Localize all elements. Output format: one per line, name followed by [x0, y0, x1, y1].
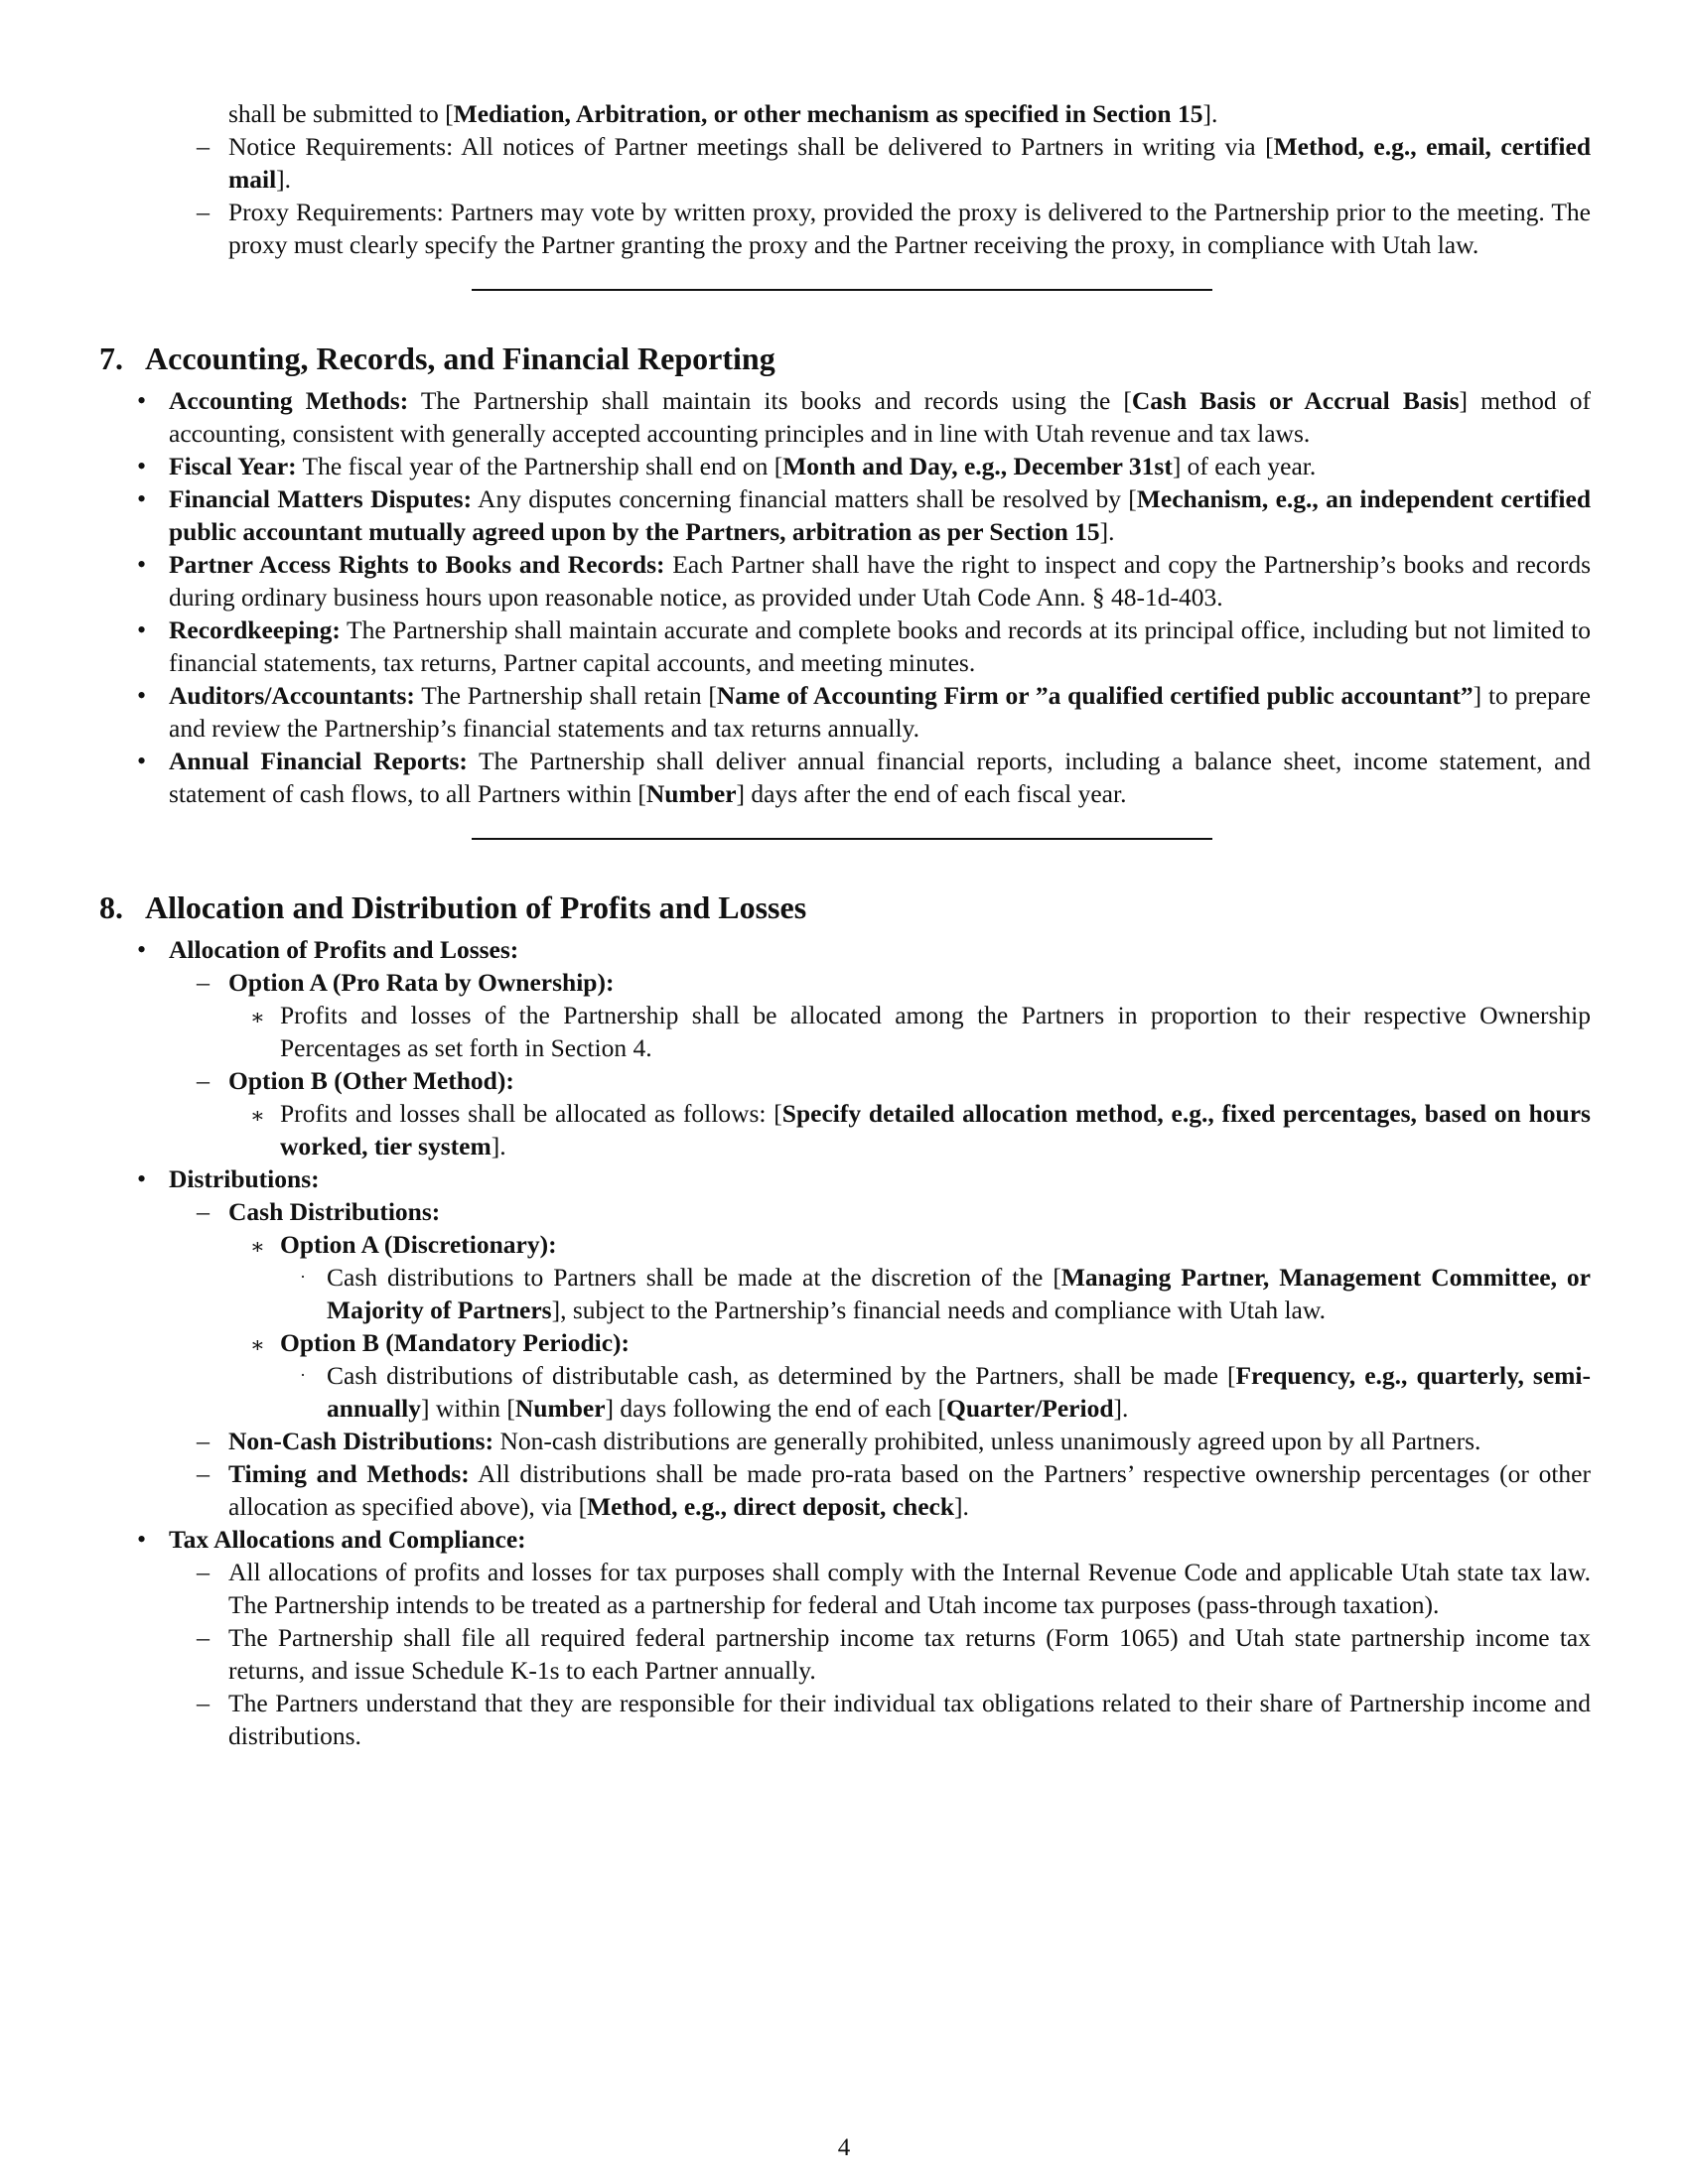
bullet-marker: • — [137, 550, 147, 579]
dash-marker: – — [197, 198, 210, 226]
list-item-alloc-option-a-text: ∗ Profits and losses of the Partnership shall be allocated among the Partners in proportion to their respective Ownership Percentages as set forth in Section 4. — [250, 1001, 1591, 1062]
dash-marker: – — [197, 1558, 210, 1586]
list-item-accounting-methods: • Accounting Methods: The Partnership shall maintain its books and records using the [Cash Basis or Accrual Basis] method of accounting, consistent with generally accepted accounting principles and in line with Utah revenue and tax laws. — [137, 386, 1591, 448]
list-item-tax-compliance: – All allocations of profits and losses for tax purposes shall comply with the Internal Revenue Code and applicable Utah state tax law. The Partnership intends to be treated as a partnership for federal and Utah income tax purposes (pass-through taxation). — [197, 1558, 1591, 1619]
list-item-fiscal-year: • Fiscal Year: The fiscal year of the Partnership shall end on [Month and Day, e.g., December 31st] of each year. — [137, 452, 1317, 480]
list-item-alloc-option-b-text: ∗ Profits and losses shall be allocated as follows: [Specify detailed allocation method, e.g., fixed percentages, based on hours worked, tier system]. — [250, 1099, 1591, 1160]
dash-marker: – — [197, 1066, 210, 1095]
bullet-marker: • — [137, 386, 147, 415]
list-item-dist-option-b: ∗ Option B (Mandatory Periodic): — [99, 1326, 1591, 1359]
list-item-auditors: • Auditors/Accountants: The Partnership shall retain [Name of Accounting Firm or ”a qualified certified public accountant”] to prepare and review the Partnership’s financial statements and tax returns annually. — [137, 681, 1592, 743]
list-item-noncash-distributions: – Non-Cash Distributions: Non-cash distributions are generally prohibited, unless unanimously agreed upon by all Partners. — [197, 1427, 1481, 1455]
list-item-alloc-option-a: – Option A (Pro Rata by Ownership): — [197, 968, 615, 997]
asterisk-marker: ∗ — [250, 1005, 265, 1029]
bullet-marker: • — [137, 747, 147, 775]
dash-marker: – — [197, 1689, 210, 1717]
list-item-financial-disputes: • Financial Matters Disputes: Any disputes concerning financial matters shall be resolved by [Mechanism, e.g., an independent certified public accountant mutually agreed upon by the Partners, arbitration as per Section 15]. — [137, 484, 1591, 546]
list-item-dist-option-a: ∗ Option A (Discretionary): — [99, 1228, 1591, 1261]
bullet-marker: • — [137, 935, 147, 964]
asterisk-marker: ∗ — [250, 1103, 265, 1128]
bullet-marker: • — [137, 615, 147, 644]
list-item-tax-returns: – The Partnership shall file all required federal partnership income tax returns (Form 1065) and Utah state partnership income tax returns, and issue Schedule K-1s to each Partner annually. — [197, 1623, 1591, 1685]
bullet-marker: • — [137, 484, 147, 513]
mediation-continuation: shall be submitted to [Mediation, Arbitration, or other mechanism as specified in Section 15]. — [228, 99, 1218, 128]
bullet-marker: • — [137, 1525, 147, 1554]
dash-marker: – — [197, 1427, 210, 1455]
list-item-dist-option-b-text: · Cash distributions of distributable cash, as determined by the Partners, shall be made [Frequency, e.g., quarterly, semi-annually] within [Number] days following the end of each [Quarter/Period]. — [300, 1361, 1591, 1423]
dash-marker: – — [197, 132, 210, 161]
dash-marker: – — [197, 1197, 210, 1226]
list-item-distributions: • Distributions: — [137, 1164, 320, 1193]
bullet-marker: • — [137, 1164, 147, 1193]
list-item-tax-allocations: • Tax Allocations and Compliance: — [137, 1525, 526, 1554]
page-number: 4 — [837, 2134, 851, 2161]
page-content — [99, 97, 1591, 1752]
list-item-recordkeeping: • Recordkeeping: The Partnership shall maintain accurate and complete books and records at its principal office, including but not limited to financial statements, tax returns, Partner capital accounts, and meeting minutes. — [137, 615, 1591, 677]
list-item-cash-distributions: – Cash Distributions: — [197, 1197, 441, 1226]
asterisk-marker: ∗ — [250, 1332, 265, 1357]
section-heading-8: 8. Allocation and Distribution of Profits and Losses — [99, 889, 807, 925]
list-item-tax-obligations: – The Partners understand that they are responsible for their individual tax obligations related to their share of Partnership income and distributions. — [197, 1689, 1591, 1750]
list-item-notice-requirements: – Notice Requirements: All notices of Partner meetings shall be delivered to Partners in writing via [Method, e.g., email, certified mail]. — [197, 132, 1591, 194]
section-heading-7: 7. Accounting, Records, and Financial Reporting — [99, 341, 775, 376]
bullet-marker: • — [137, 452, 147, 480]
dash-marker: – — [197, 1459, 210, 1488]
dash-marker: – — [197, 968, 210, 997]
list-item-annual-reports: • Annual Financial Reports: The Partnership shall deliver annual financial reports, including a balance sheet, income statement, and statement of cash flows, to all Partners within [Number] days after the end of each fiscal year. — [137, 747, 1591, 808]
asterisk-marker: ∗ — [250, 1234, 265, 1259]
list-item-allocation: • Allocation of Profits and Losses: — [137, 935, 519, 964]
dot-marker: · — [300, 1267, 306, 1287]
list-item-access-rights: • Partner Access Rights to Books and Records: Each Partner shall have the right to inspect and copy the Partnership’s books and records during ordinary business hours upon reasonable notice, as provided under Utah Code Ann. § 48-1d-403. — [137, 550, 1591, 612]
dash-marker: – — [197, 1623, 210, 1652]
list-item-proxy-requirements: – Proxy Requirements: Partners may vote by written proxy, provided the proxy is delivered to the Partnership prior to the meeting. The proxy must clearly specify the Partner granting the proxy and the Partner receiving the proxy, in compliance with Utah law. — [197, 198, 1591, 259]
dot-marker: · — [300, 1365, 306, 1385]
list-item-timing-methods: – Timing and Methods: All distributions shall be made pro-rata based on the Partners’ respective ownership percentages (or other allocation as specified above), via [Method, e.g., direct deposit, check]. — [197, 1459, 1591, 1521]
list-item-alloc-option-b: – Option B (Other Method): — [197, 1066, 514, 1095]
list-item-dist-option-a-text: · Cash distributions to Partners shall be made at the discretion of the [Managing Partner, Management Committee, or Majority of Partners], subject to the Partnership’s financial needs and compliance with Utah law. — [300, 1263, 1592, 1324]
bullet-marker: • — [137, 681, 147, 710]
